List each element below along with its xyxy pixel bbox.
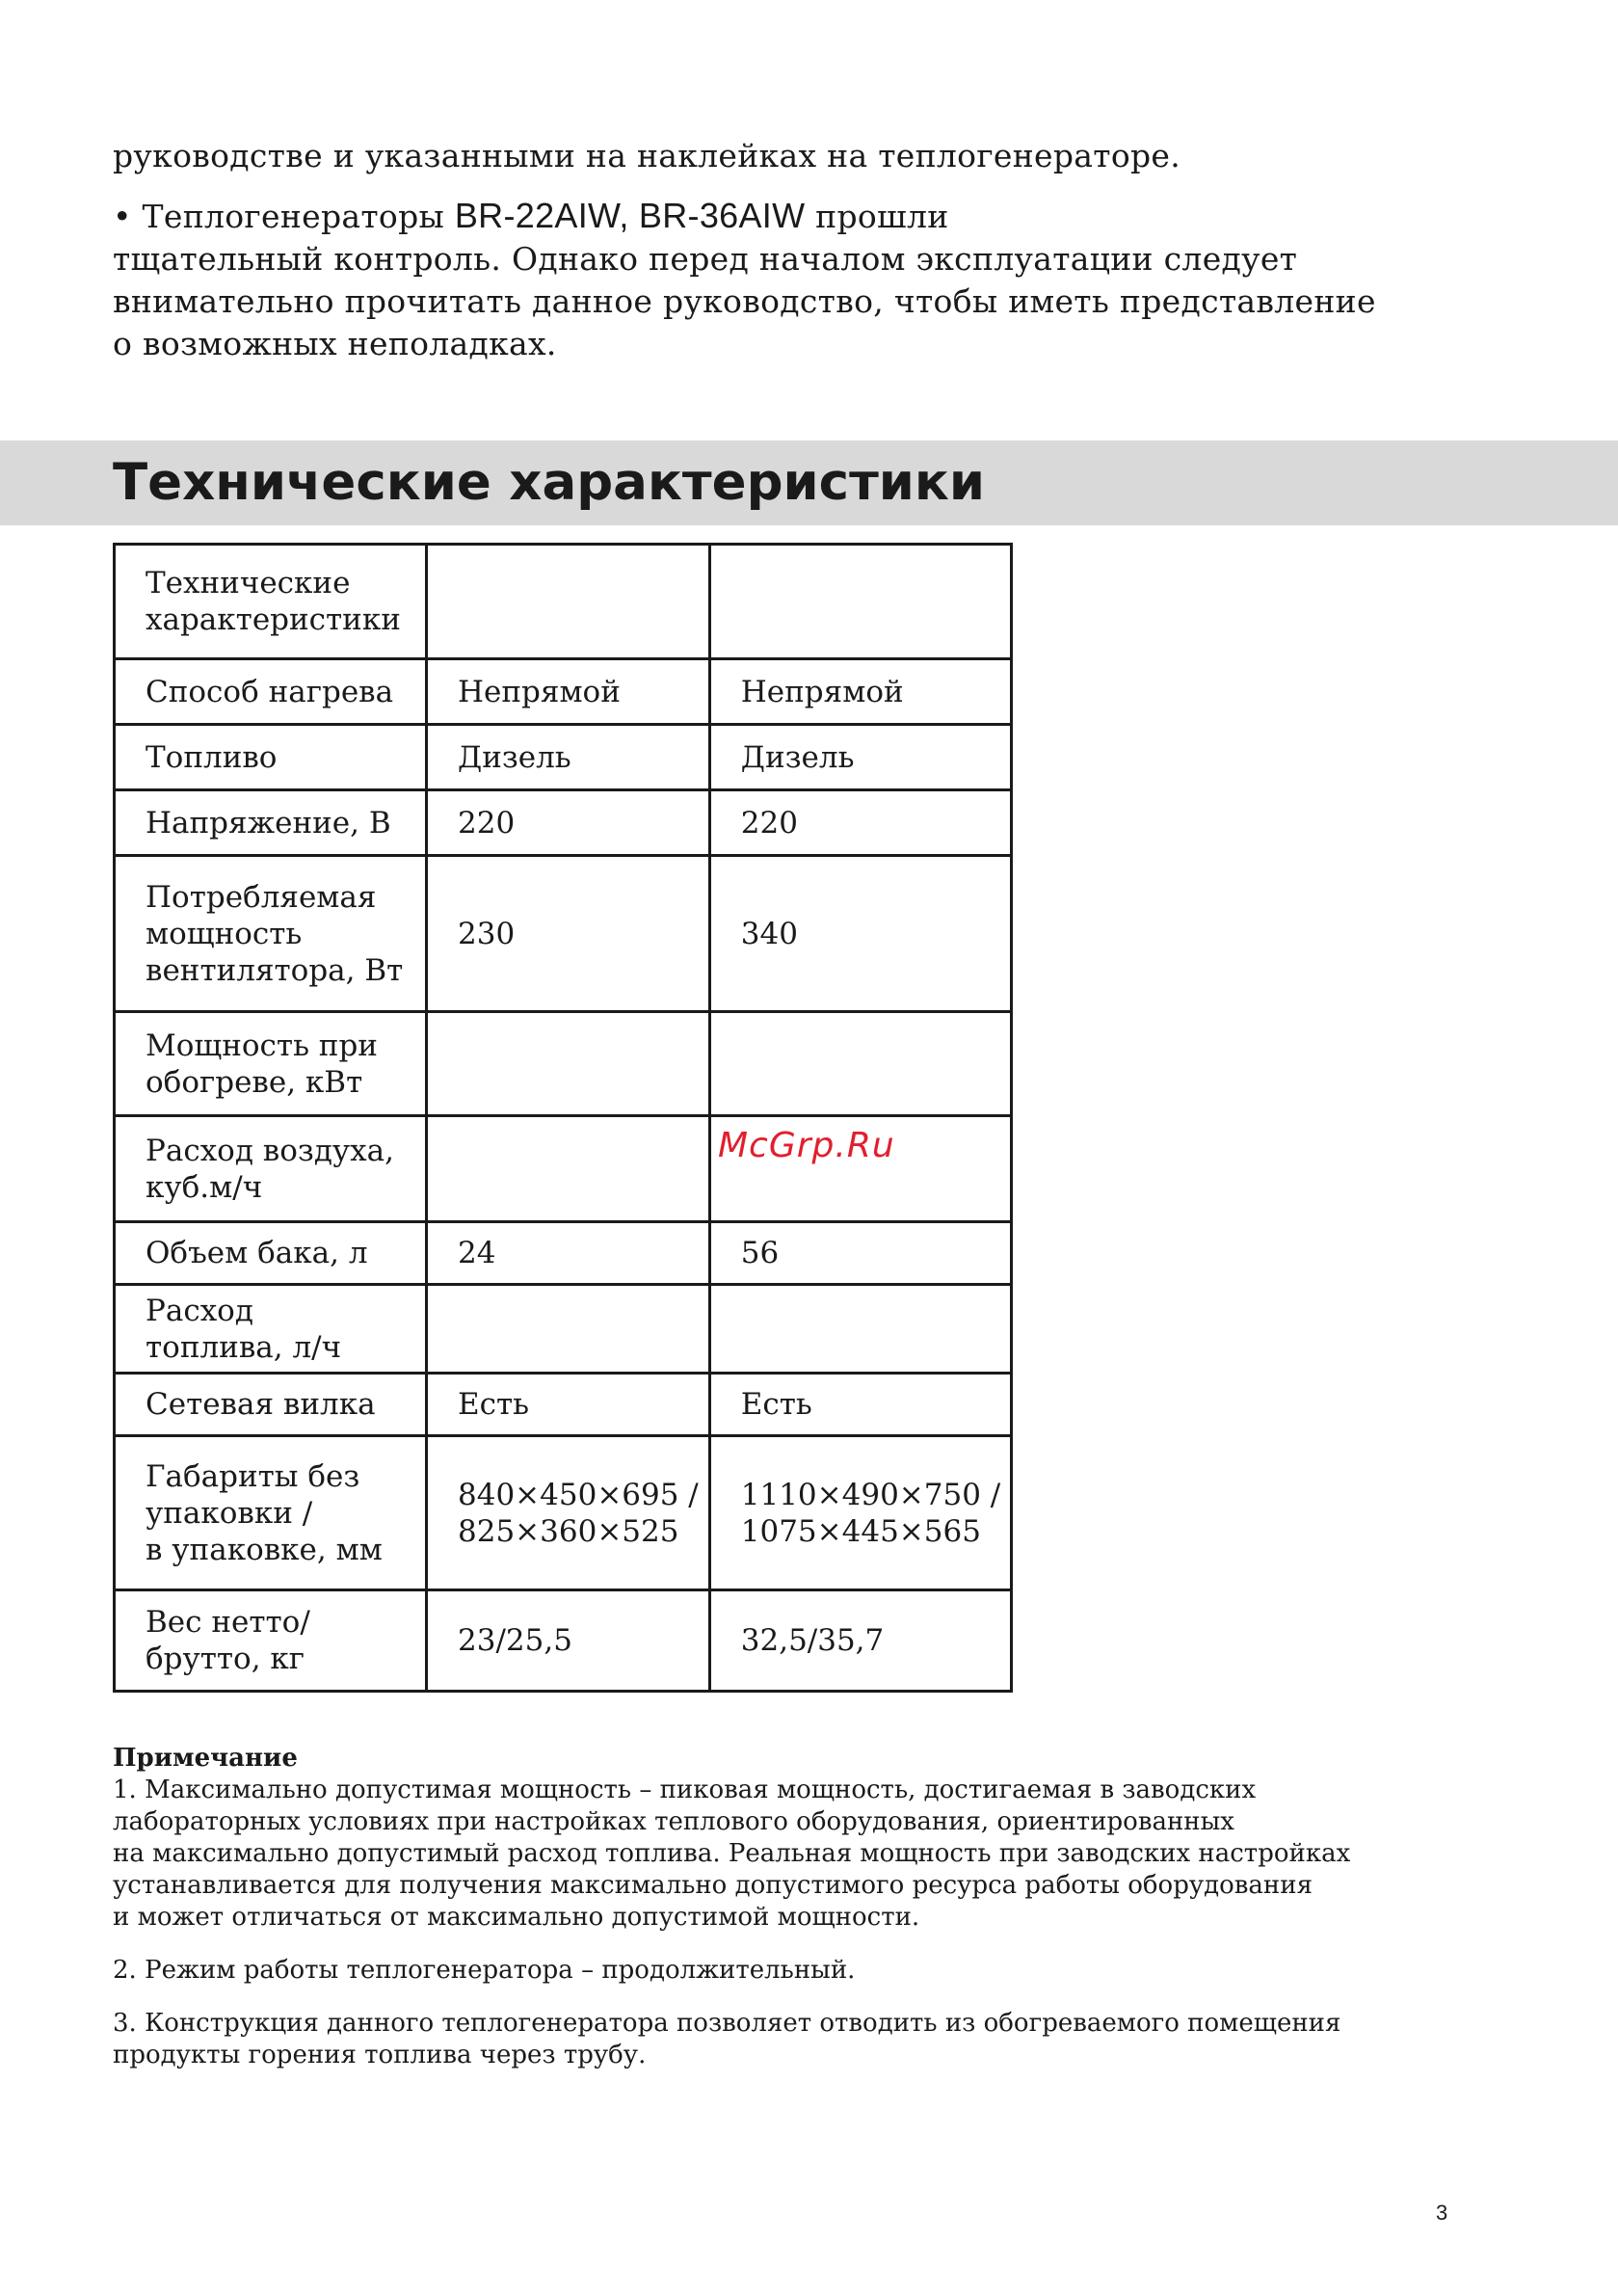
- intro-line: о возможных неполадках.: [113, 325, 557, 362]
- row-label: Топливо: [115, 725, 427, 790]
- value-model-1: 24: [427, 1222, 710, 1285]
- row-label: Технические характеристики: [115, 545, 427, 659]
- value-model-2: Есть: [709, 1374, 1011, 1436]
- row-label: Расход воздуха, куб.м/ч: [115, 1116, 427, 1222]
- row-label: Сетевая вилка: [115, 1374, 427, 1436]
- table-row: [115, 1222, 1012, 1285]
- row-label: Потребляемая мощность вентилятора, Вт: [115, 856, 427, 1012]
- table-row: [115, 545, 1012, 659]
- row-label: Расход топлива, л/ч: [115, 1285, 427, 1374]
- row-label: Мощность при обогреве, кВт: [115, 1012, 427, 1116]
- table-row: [115, 790, 1012, 856]
- value-model-1: Непрямой: [427, 659, 710, 725]
- model-names: BR-22AIW, BR-36AIW: [454, 196, 806, 235]
- row-label: Вес нетто/ брутто, кг: [115, 1590, 427, 1692]
- note-line: продукты горения топлива через трубу.: [113, 2041, 647, 2069]
- note-line: и может отличаться от максимально допустимой мощности.: [113, 1903, 920, 1932]
- table-row: [115, 1590, 1012, 1692]
- bullet-after: прошли: [805, 198, 949, 235]
- row-label: Способ нагрева: [115, 659, 427, 725]
- value-model-1: [427, 545, 710, 659]
- value-model-1: Дизель: [427, 725, 710, 790]
- value-model-1: 220: [427, 790, 710, 856]
- note-line: 3. Конструкция данного теплогенератора позволяет отводить из обогреваемого помещения: [113, 2009, 1341, 2038]
- table-row: [115, 1285, 1012, 1374]
- intro-line: внимательно прочитать данное руководство, чтобы иметь представление: [113, 282, 1376, 320]
- section-header-band: [0, 441, 1618, 525]
- note-line: 1. Максимально допустимая мощность – пиковая мощность, достигаемая в заводских: [113, 1775, 1257, 1804]
- section-title: Технические характеристики: [113, 453, 986, 512]
- page-number: 3: [1436, 2201, 1448, 2225]
- intro-bullet: [113, 195, 1481, 238]
- value-model-2: 1110×490×750 / 1075×445×565: [709, 1436, 1011, 1590]
- note-line: 2. Режим работы теплогенератора – продолжительный.: [113, 1956, 856, 1985]
- value-model-2: [709, 545, 1011, 659]
- watermark: McGrp.Ru: [718, 1126, 895, 1165]
- table-row: [115, 725, 1012, 790]
- notes-block: [113, 1743, 1520, 2071]
- value-model-2: 220: [709, 790, 1011, 856]
- table-row: [115, 659, 1012, 725]
- value-model-1: [427, 1012, 710, 1116]
- note-line: на максимально допустимый расход топлива. Реальная мощность при заводских настройках: [113, 1839, 1351, 1868]
- value-model-1: 23/25,5: [427, 1590, 710, 1692]
- value-model-2: 56: [709, 1222, 1011, 1285]
- intro-line: тщательный контроль. Однако перед началом эксплуатации следует: [113, 240, 1298, 278]
- value-model-2: [709, 1012, 1011, 1116]
- note-line: лабораторных условиях при настройках теплового оборудования, ориентированных: [113, 1807, 1234, 1836]
- row-label: Напряжение, В: [115, 790, 427, 856]
- bullet-prefix: • Теплогенераторы: [113, 198, 455, 235]
- table-row: [115, 1012, 1012, 1116]
- note-line: устанавливается для получения максимально допустимого ресурса работы оборудования: [113, 1871, 1313, 1900]
- table-row: [115, 856, 1012, 1012]
- value-model-2: 340: [709, 856, 1011, 1012]
- table-row: [115, 1436, 1012, 1590]
- row-label: Габариты без упаковки / в упаковке, мм: [115, 1436, 427, 1590]
- row-label: Объем бака, л: [115, 1222, 427, 1285]
- value-model-1: 230: [427, 856, 710, 1012]
- value-model-1: 840×450×695 / 825×360×525: [427, 1436, 710, 1590]
- value-model-2: Непрямой: [709, 659, 1011, 725]
- table-row: [115, 1374, 1012, 1436]
- value-model-2: 32,5/35,7: [709, 1590, 1011, 1692]
- value-model-2: [709, 1285, 1011, 1374]
- value-model-1: Есть: [427, 1374, 710, 1436]
- notes-title: Примечание: [113, 1744, 298, 1773]
- value-model-1: [427, 1285, 710, 1374]
- value-model-1: [427, 1116, 710, 1222]
- value-model-2: Дизель: [709, 725, 1011, 790]
- intro-text: [113, 135, 1481, 365]
- intro-line: руководстве и указанными на наклейках на теплогенераторе.: [113, 137, 1181, 174]
- spec-table: [113, 543, 1013, 1693]
